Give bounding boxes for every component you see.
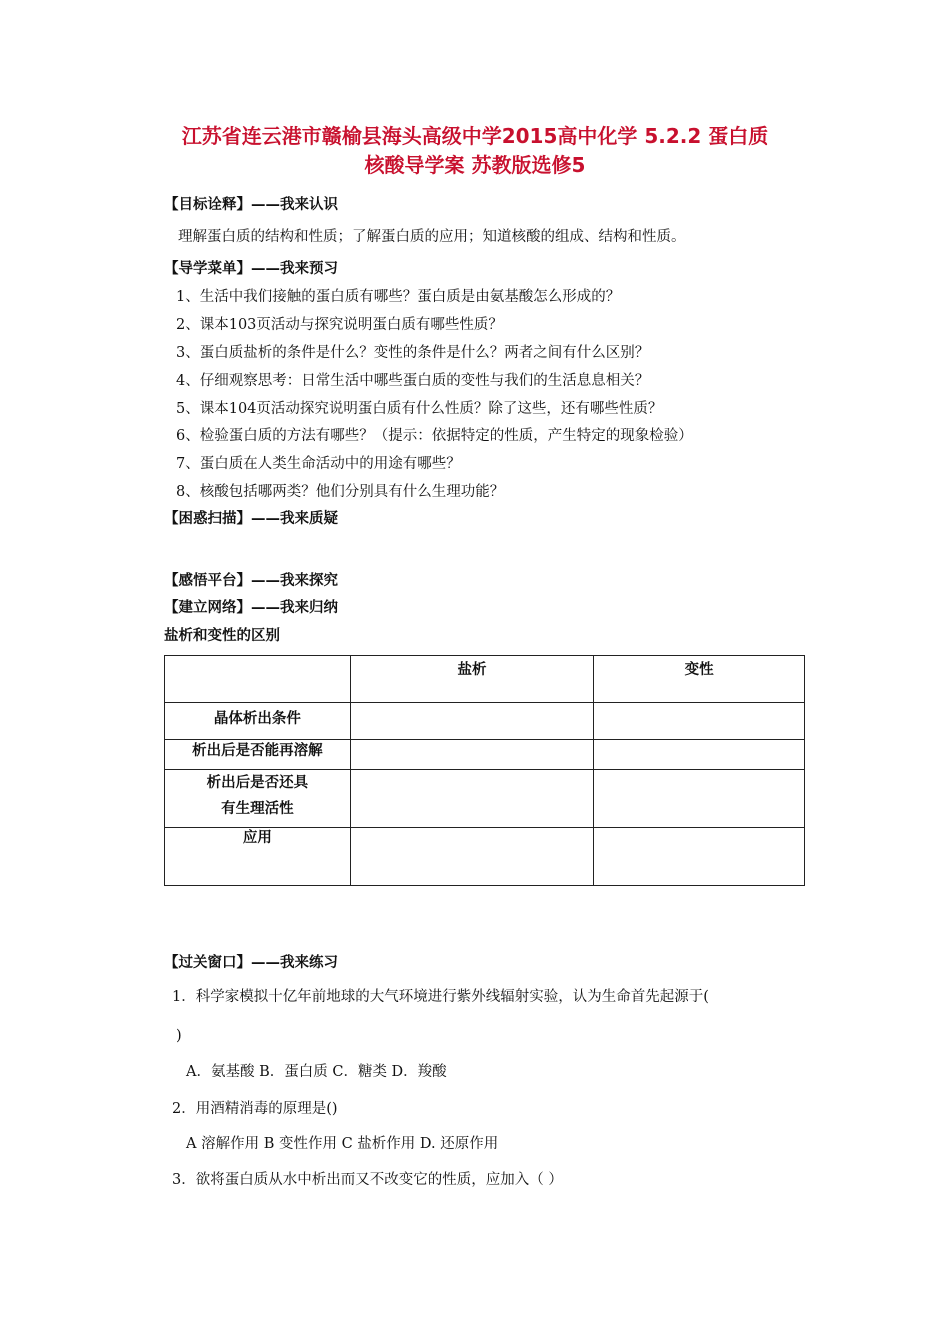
question-1: 1．科学家模拟十亿年前地球的大气环境进行紫外线辐射实验，认为生命首先起源于( <box>172 989 709 1005</box>
question-1-options: A．氨基酸 B．蛋白质 C．糖类 D．羧酸 <box>186 1064 447 1080</box>
column-header-salting-out: 盐析 <box>350 656 594 703</box>
table-header-row <box>165 656 805 703</box>
table-row <box>165 703 805 740</box>
question-2-options: A 溶解作用 B 变性作用 C 盐析作用 D. 还原作用 <box>186 1136 499 1152</box>
table-caption: 盐析和变性的区别 <box>164 628 280 644</box>
goal-text: 理解蛋白质的结构和性质；了解蛋白质的应用；知道核酸的组成、结构和性质。 <box>178 229 686 245</box>
answer-cell[interactable] <box>350 828 594 886</box>
network-heading: 【建立网络】——我来归纳 <box>164 600 338 616</box>
guide-item-6: 6、检验蛋白质的方法有哪些？（提示：依据特定的性质，产生特定的现象检验） <box>176 428 693 444</box>
answer-cell[interactable] <box>594 828 805 886</box>
document-title-line-2: 核酸导学案 苏教版选修5 <box>364 153 586 177</box>
column-header-denaturation: 变性 <box>594 656 805 703</box>
row-label-redissolve: 析出后是否能再溶解 <box>192 743 323 759</box>
answer-cell[interactable] <box>350 703 594 740</box>
insight-heading: 【感悟平台】——我来探究 <box>164 573 338 589</box>
doubt-heading: 【困惑扫描】——我来质疑 <box>164 511 338 527</box>
answer-cell[interactable] <box>594 703 805 740</box>
table-corner-cell <box>165 656 351 703</box>
guide-item-3: 3、蛋白质盐析的条件是什么？变性的条件是什么？两者之间有什么区别？ <box>176 345 650 361</box>
table-row <box>165 740 805 770</box>
guide-item-5: 5、课本104页活动探究说明蛋白质有什么性质？除了这些，还有哪些性质？ <box>176 401 663 417</box>
guide-heading: 【导学菜单】——我来预习 <box>164 261 338 277</box>
question-3: 3．欲将蛋白质从水中析出而又不改变它的性质，应加入（ ） <box>172 1172 563 1188</box>
guide-item-7: 7、蛋白质在人类生命活动中的用途有哪些？ <box>176 456 461 472</box>
answer-cell[interactable] <box>350 740 594 770</box>
row-label-application: 应用 <box>242 830 272 846</box>
practice-heading: 【过关窗口】——我来练习 <box>164 955 338 971</box>
goal-heading: 【目标诠释】——我来认识 <box>164 197 338 213</box>
row-label-bioactivity-1: 析出后是否还具 <box>206 775 309 791</box>
question-2: 2．用酒精消毒的原理是() <box>172 1101 338 1117</box>
answer-cell[interactable] <box>594 770 805 828</box>
guide-item-1: 1、生活中我们接触的蛋白质有哪些？蛋白质是由氨基酸怎么形成的？ <box>176 289 621 305</box>
document-title-line-1: 江苏省连云港市赣榆县海头高级中学2015高中化学 5.2.2 蛋白质 <box>181 124 769 148</box>
guide-item-4: 4、仔细观察思考：日常生活中哪些蛋白质的变性与我们的生活息息相关？ <box>176 373 650 389</box>
guide-item-8: 8、核酸包括哪两类？他们分别具有什么生理功能？ <box>176 484 505 500</box>
question-1-tail: ) <box>176 1028 182 1044</box>
row-label-precipitation-condition: 晶体析出条件 <box>213 711 301 727</box>
comparison-table <box>164 655 805 886</box>
answer-cell[interactable] <box>350 770 594 828</box>
answer-cell[interactable] <box>594 740 805 770</box>
table-row <box>165 770 805 828</box>
guide-item-2: 2、课本103页活动与探究说明蛋白质有哪些性质？ <box>176 317 503 333</box>
row-label-bioactivity-2: 有生理活性 <box>221 801 294 817</box>
table-row <box>165 828 805 886</box>
